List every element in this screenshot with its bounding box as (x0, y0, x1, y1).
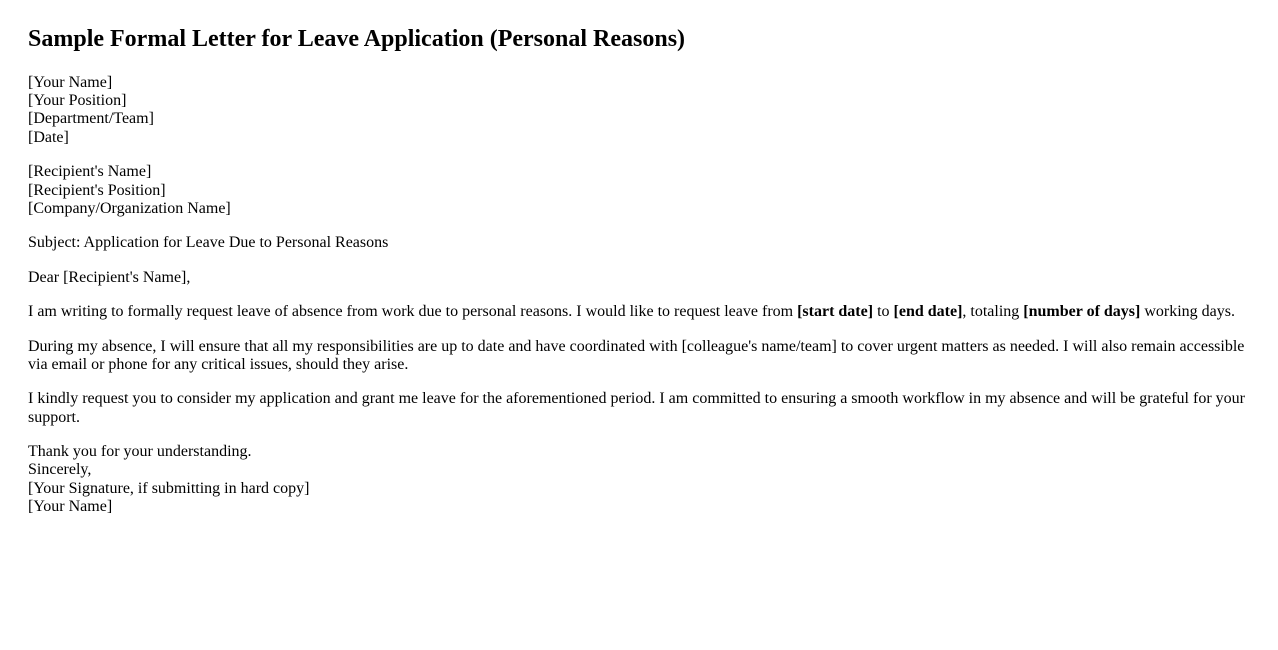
paragraph-consideration: I kindly request you to consider my application and grant me leave for the aforementioned period. I am committed to ensuring a smooth workflow in my absence and will be grateful for your support. (28, 390, 1245, 426)
sender-address-block: [Your Name] [Your Position] [Department/Team] [Date] (28, 73, 154, 146)
closing-signature-block: Thank you for your understanding. Sincerely, [Your Signature, if submitting in hard copy] [Your Name] (28, 443, 310, 516)
recipient-address-block: [Recipient's Name] [Recipient's Position] [Company/Organization Name] (28, 163, 231, 217)
paragraph-leave-request: I am writing to formally request leave of absence from work due to personal reasons. I would like to request leave from [start date] to [end date], totaling [number of days] working days. (28, 303, 1235, 321)
paragraph-coverage: During my absence, I will ensure that all my responsibilities are up to date and have coordinated with [colleague's name/team] to cover urgent matters as needed. I will also remain accessible via email or phone for any critical issues, should they arise. (28, 337, 1245, 373)
salutation: Dear [Recipient's Name], (28, 268, 191, 286)
letter-title: Sample Formal Letter for Leave Application (Personal Reasons) (28, 26, 686, 52)
subject-line: Subject: Application for Leave Due to Personal Reasons (28, 234, 389, 252)
